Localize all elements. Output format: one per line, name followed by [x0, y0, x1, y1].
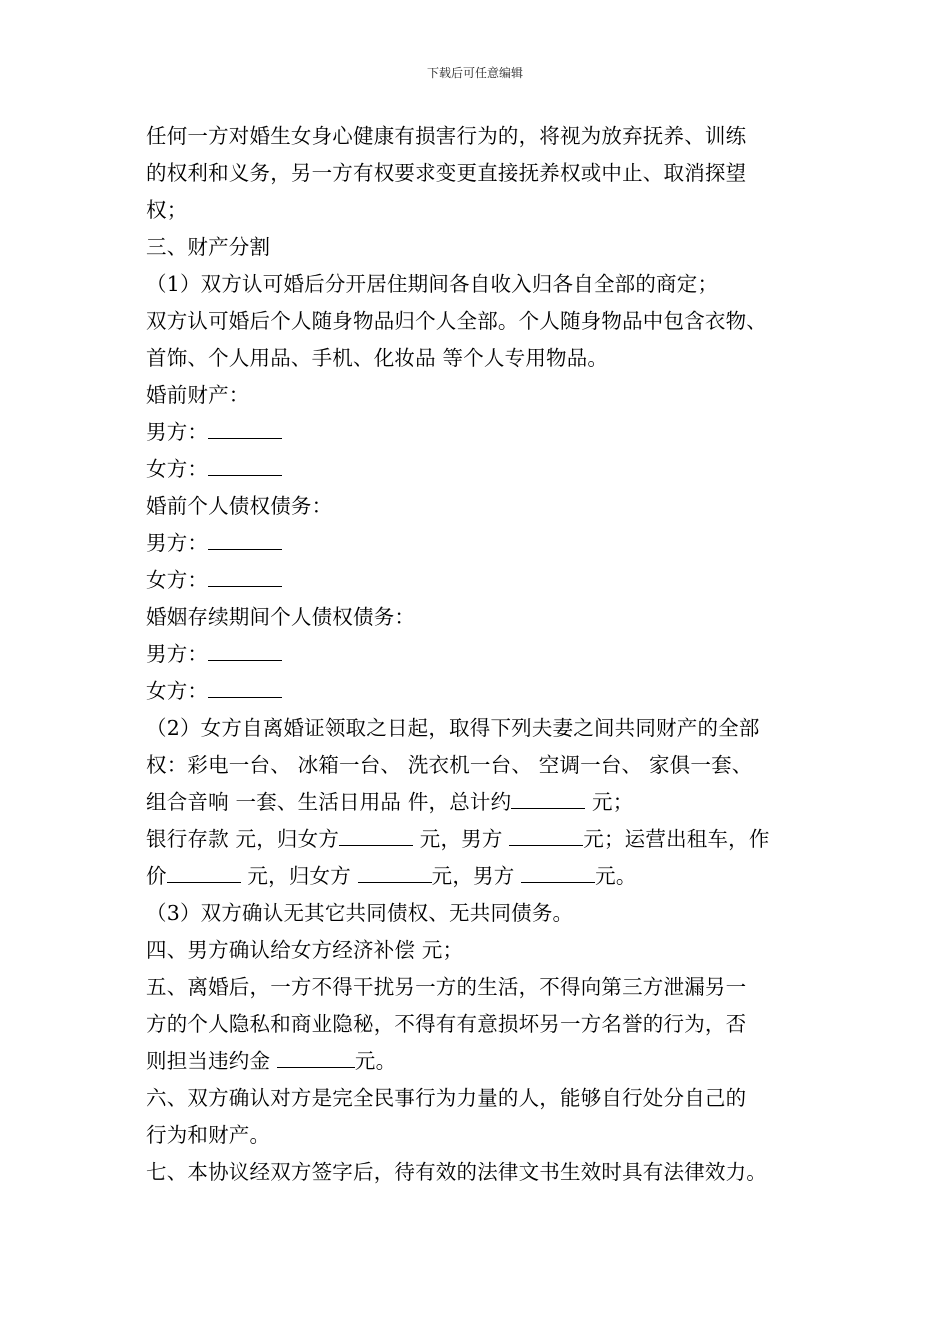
- text-segment: 则担当违约金: [146, 1049, 277, 1073]
- text-line: [146, 784, 826, 821]
- blank-line: [208, 453, 282, 476]
- text-line: 权：彩电一台、 冰箱一台、 洗衣机一台、 空调一台、 家俱一套、: [146, 753, 753, 777]
- blank-line: [208, 416, 282, 439]
- field-label: 女方：: [146, 568, 209, 592]
- label-marital-debts: 婚姻存续期间个人债权债务：: [146, 605, 416, 629]
- field-row: [146, 562, 826, 599]
- field-row: [146, 525, 826, 562]
- text-segment: 元；: [585, 790, 634, 814]
- text-line: 双方认可婚后个人随身物品归个人全部。个人随身物品中包含衣物、: [146, 309, 767, 333]
- text-line: 的权利和义务，另一方有权要求变更直接抚养权或中止、取消探望: [146, 161, 747, 185]
- text-line: [146, 1043, 826, 1080]
- text-line: 七、本协议经双方签字后，待有效的法律文书生效时具有法律效力。: [146, 1160, 767, 1184]
- text-segment: 元，归女方: [240, 864, 358, 888]
- blank-line: [511, 786, 585, 809]
- text-line: 权；: [146, 198, 188, 222]
- field-label: 女方：: [146, 457, 209, 481]
- section-heading-compensation: 四、男方确认给女方经济补偿 元；: [146, 938, 464, 962]
- page-header-note: 下载后可任意编辑: [426, 66, 523, 80]
- blank-line: [167, 860, 241, 883]
- blank-line: [509, 823, 583, 846]
- text-line: 行为和财产。: [146, 1123, 271, 1147]
- text-line: 五、离婚后，一方不得干扰另一方的生活，不得向第三方泄漏另一: [146, 975, 747, 999]
- text-segment: 元。: [595, 864, 637, 888]
- text-line: 六、双方确认对方是完全民事行为力量的人，能够自行处分自己的: [146, 1086, 747, 1110]
- text-segment: 元，男方: [431, 864, 522, 888]
- field-label: 男方：: [146, 642, 209, 666]
- blank-line: [339, 823, 413, 846]
- text-segment: 价: [146, 864, 167, 888]
- text-line: （2）女方自离婚证领取之日起，取得下列夫妻之间共同财产的全部: [146, 716, 760, 740]
- field-row: [146, 636, 826, 673]
- text-segment: 元；运营出租车，作: [583, 827, 770, 851]
- text-line: （3）双方确认无其它共同债权、无共同债务。: [146, 901, 574, 925]
- field-label: 男方：: [146, 531, 209, 555]
- blank-line: [208, 527, 282, 550]
- label-premarital-property: 婚前财产：: [146, 383, 250, 407]
- blank-line: [208, 638, 282, 661]
- text-line: 方的个人隐私和商业隐秘，不得有有意损坏另一方名誉的行为，否: [146, 1012, 747, 1036]
- blank-line: [277, 1045, 355, 1068]
- blank-line: [208, 564, 282, 587]
- field-row: [146, 414, 826, 451]
- text-segment: 银行存款 元，归女方: [146, 827, 340, 851]
- document-body: [146, 118, 826, 1191]
- field-label: 女方：: [146, 679, 209, 703]
- blank-line: [521, 860, 595, 883]
- blank-line: [208, 675, 282, 698]
- text-segment: 元。: [354, 1049, 397, 1073]
- field-row: [146, 673, 826, 710]
- text-line: [146, 821, 826, 858]
- label-premarital-debts: 婚前个人债权债务：: [146, 494, 333, 518]
- text-line: 任何一方对婚生女身心健康有损害行为的，将视为放弃抚养、训练: [146, 124, 747, 148]
- text-line: 首饰、个人用品、手机、化妆品 等个人专用物品。: [146, 346, 609, 370]
- text-segment: 组合音响 一套、生活日用品 件，总计约: [146, 790, 512, 814]
- section-heading-property: 三、财产分割: [146, 235, 271, 259]
- text-line: [146, 858, 826, 895]
- text-line: （1）双方认可婚后分开居住期间各自收入归各自全部的商定；: [146, 272, 719, 296]
- field-row: [146, 451, 826, 488]
- text-segment: 元，男方: [413, 827, 510, 851]
- field-label: 男方：: [146, 420, 209, 444]
- blank-line: [358, 860, 432, 883]
